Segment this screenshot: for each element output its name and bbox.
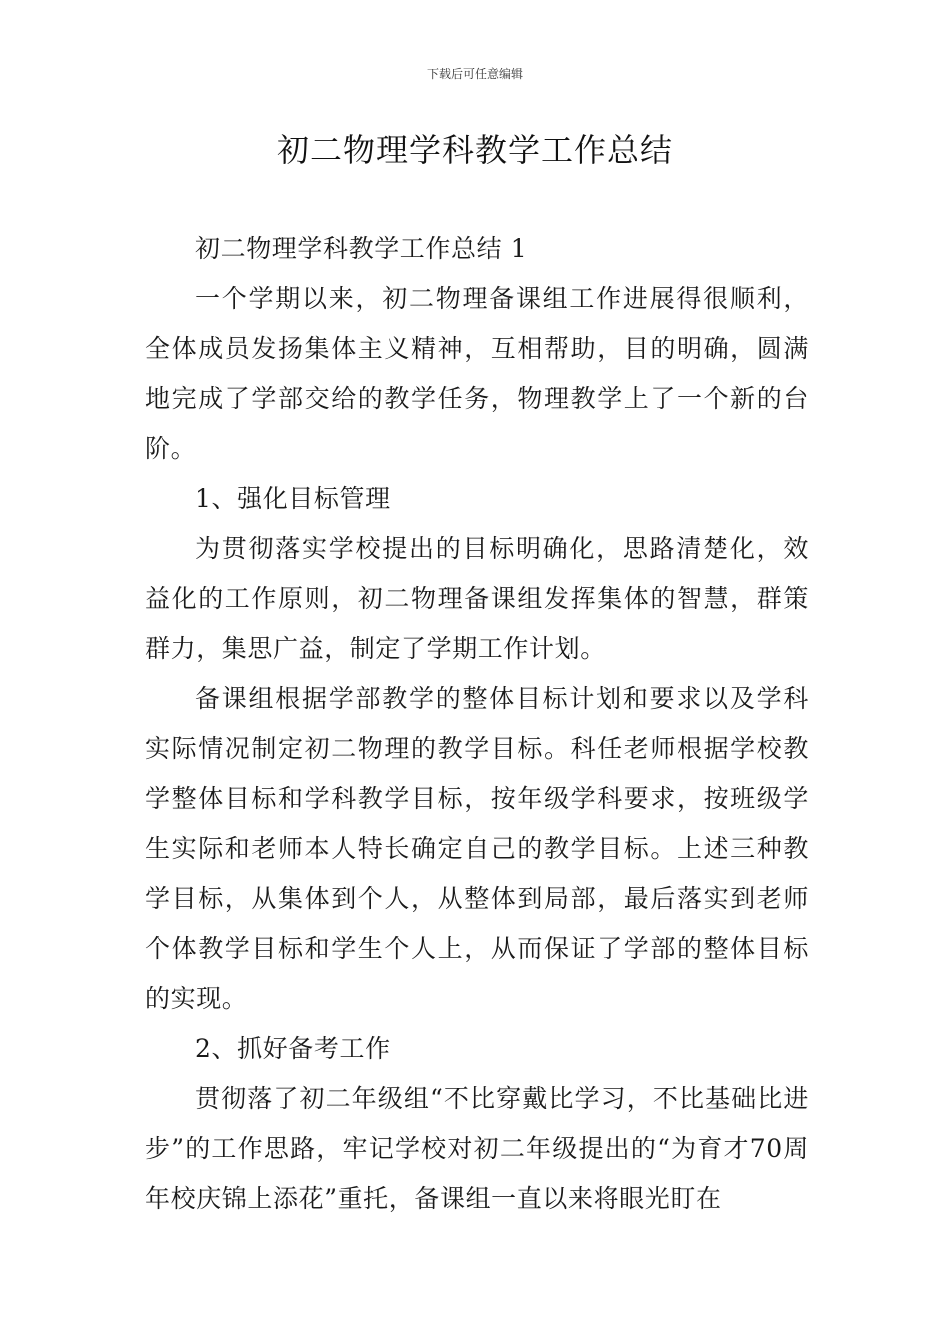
paragraph: 贯彻落了初二年级组“不比穿戴比学习，不比基础比进步”的工作思路，牢记学校对初二年级提出的“为育才70周年校庆锦上添花”重托，备课组一直以来将眼光盯在 bbox=[145, 1084, 809, 1213]
paragraph: 备课组根据学部教学的整体目标计划和要求以及学科实际情况制定初二物理的教学目标。科任老师根据学校教学整体目标和学科教学目标，按年级学科要求，按班级学生实际和老师本人特长确定自己的教学目标。上述三种教学目标，从集体到个人，从整体到局部，最后落实到老师个体教学目标和学生个人上，从而保证了学部的整体目标的实现。 bbox=[145, 684, 809, 1013]
document-body bbox=[145, 224, 809, 1224]
subsection-heading: 2、抓好备考工作 bbox=[195, 1034, 391, 1063]
document-title: 初二物理学科教学工作总结 bbox=[276, 131, 673, 169]
paragraph: 为贯彻落实学校提出的目标明确化，思路清楚化，效益化的工作原则，初二物理备课组发挥集体的智慧，群策群力，集思广益，制定了学期工作计划。 bbox=[145, 534, 809, 663]
section-heading: 初二物理学科教学工作总结 1 bbox=[195, 234, 528, 263]
paragraph: 一个学期以来，初二物理备课组工作进展得很顺利，全体成员发扬集体主义精神，互相帮助，目的明确，圆满地完成了学部交给的教学任务，物理教学上了一个新的台阶。 bbox=[145, 284, 809, 463]
subsection-heading: 1、强化目标管理 bbox=[195, 484, 391, 513]
header-note: 下载后可任意编辑 bbox=[426, 67, 523, 81]
